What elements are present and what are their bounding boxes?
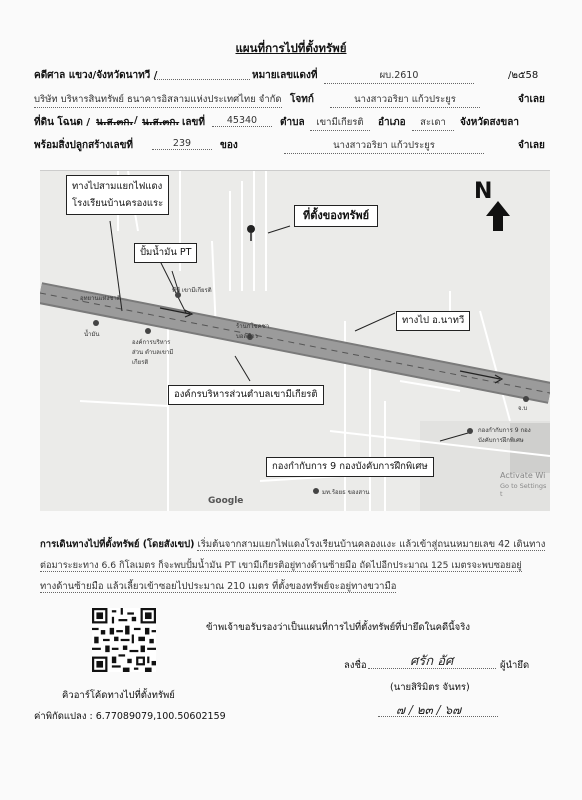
court-fill xyxy=(154,68,250,80)
north-label: N xyxy=(474,179,493,204)
north-arrow-icon xyxy=(486,201,510,231)
poi-label: มท.ร้อยธ ของสาน xyxy=(322,489,370,496)
callout-natawi: ทางไป อ.นาทวี xyxy=(396,311,470,331)
activate-watermark: Activate Wi xyxy=(500,471,546,480)
directions-paragraph xyxy=(40,534,552,597)
case-year: /๒๕58 xyxy=(508,70,539,81)
marker-icon xyxy=(523,396,529,402)
land-no-label: เลขที่ xyxy=(182,117,205,128)
land-label: ที่ดิน โฉนด / xyxy=(34,117,91,128)
building-row xyxy=(34,138,546,154)
directions-line-3: ทางด้านซ้ายมือ แล้วเลี้ยวเข้าซอยไปประมาณ 210 เมตร ที่ตั้งของทรัพย์จะอยู่ทางขวามือ xyxy=(40,581,397,592)
qr-label: คิวอาร์โค้ดทางไปที่ตั้งทรัพย์ xyxy=(62,690,175,701)
marker-icon xyxy=(313,488,319,494)
poi-label: อุทยานแห่งชาติ xyxy=(80,295,121,302)
tambon-name: เขามีเกียรติ xyxy=(310,115,370,131)
owner-name: นางสาวอริยา แก้วประยูร xyxy=(284,138,484,154)
case-row xyxy=(34,68,546,84)
land-strike-2: น.ส.๓ก. xyxy=(142,117,180,128)
defendant-name: นางสาวอริยา แก้วประยูร xyxy=(330,92,480,108)
owner-label: ของ xyxy=(220,140,238,151)
poi-label: กองกำกับการ 9 กองบังคับการฝึกพิเศษ xyxy=(478,427,531,444)
signer-name: (นายสิริมิตร จันทร) xyxy=(390,682,470,693)
activate-watermark-sub: Go to Settings t xyxy=(500,482,547,498)
callout-ranger-unit: กองกำกับการ 9 กองบังคับการฝึกพิเศษ xyxy=(266,457,434,477)
date-line xyxy=(378,716,498,717)
plaintiff-name: บริษัท บริหารสินทรัพย์ ธนาคารอิสลามแห่งประเทศไทย จำกัด xyxy=(34,92,282,108)
court-label: คดีศาล แขวง/จังหวัดนาทวี / xyxy=(34,70,158,81)
google-logo: Google xyxy=(208,496,244,506)
defendant-label: จำเลย xyxy=(518,94,545,105)
qr-code-icon[interactable] xyxy=(92,608,156,672)
poi-label: พีที เขามีเกียรติ xyxy=(172,287,212,294)
directions-label: การเดินทางไปที่ตั้งทรัพย์ (โดยสังเขป) xyxy=(40,539,195,550)
page-title: แผนที่การไปที่ตั้งทรัพย์ xyxy=(235,41,347,55)
fuel-marker-icon xyxy=(93,320,99,326)
poi-label: ร้านกโชคชา บอลข้าว xyxy=(236,323,270,340)
land-row: ที่ดิน โฉนด / น.ส.๓ก. / น.ส.๓ก. เลขที่ 45340 ตำบล เขามีเกียรติ อำเภอ สะเดา จังหวัดสงขลา xyxy=(34,115,546,131)
land-number: 45340 xyxy=(212,115,272,127)
case-label: หมายเลขแดงที่ xyxy=(252,70,318,81)
plaintiff-label: โจทก์ xyxy=(290,94,314,105)
tambon-label: ตำบล xyxy=(280,117,305,128)
sao-marker-icon xyxy=(145,328,151,334)
sign-date: ๗ / ๒๓ / ๖๗ xyxy=(396,703,462,717)
amphoe-label: อำเภอ xyxy=(378,117,406,128)
seizer-label: ผู้นำยึด xyxy=(500,660,530,671)
poi-label: น้ำมัน xyxy=(84,331,100,338)
owner-role: จำเลย xyxy=(518,140,545,151)
poi-label: จ.บ xyxy=(518,405,528,412)
ranger-marker-icon xyxy=(467,428,473,434)
callout-sao: องค์กรบริหารส่วนตำบลเขามีเกียรติ xyxy=(168,385,324,405)
directions-line-2: ต่อมาระยะทาง 6.6 กิโลเมตร ก็จะพบปั้มน้ำมัน PT เขามีเกียรติอยู่ทางด้านซ้ายมือ ถัดไปอีกประมาณ 125 เมตรจะพบซอยอยู่ xyxy=(40,560,522,571)
sign-label: ลงชื่อ xyxy=(344,660,367,671)
callout-intersection: ทางไปสามแยกไฟแดง โรงเรียนบ้านครองแระ xyxy=(66,175,169,215)
poi-label: องค์การบริหารส่วน ตำบลเขามีเกียรติ xyxy=(132,339,174,366)
land-strike-1: น.ส.๓ก. xyxy=(96,117,134,128)
amphoe-name: สะเดา xyxy=(412,115,454,131)
building-number: 239 xyxy=(152,138,212,150)
coordinates: ค่าพิกัดแปลง : 6.77089079,100.50602159 xyxy=(34,711,226,722)
case-number: ผบ.2610 xyxy=(324,68,474,84)
property-pin-icon xyxy=(247,225,255,233)
callout-pt-station: ปั้มน้ำมัน PT xyxy=(134,243,197,263)
parties-row xyxy=(34,92,546,108)
province-name: จังหวัดสงขลา xyxy=(460,117,520,128)
certify-statement: ข้าพเจ้าขอรับรองว่าเป็นแผนที่การไปที่ตั้งทรัพย์ที่ปายึดในคดีนี้จริง xyxy=(206,622,470,633)
directions-line-1: เริ่มต้นจากสามแยกไฟแดงโรงเรียนบ้านคลองแงะ แล้วเข้าสู่ถนนหมายเลข 42 เดินทาง xyxy=(197,539,546,550)
callout-property: ที่ตั้งของทรัพย์ xyxy=(294,205,378,227)
location-map[interactable] xyxy=(40,170,550,511)
signature: ศรัก อัศ xyxy=(410,654,454,669)
building-label: พร้อมสิ่งปลูกสร้างเลขที่ xyxy=(34,140,134,151)
